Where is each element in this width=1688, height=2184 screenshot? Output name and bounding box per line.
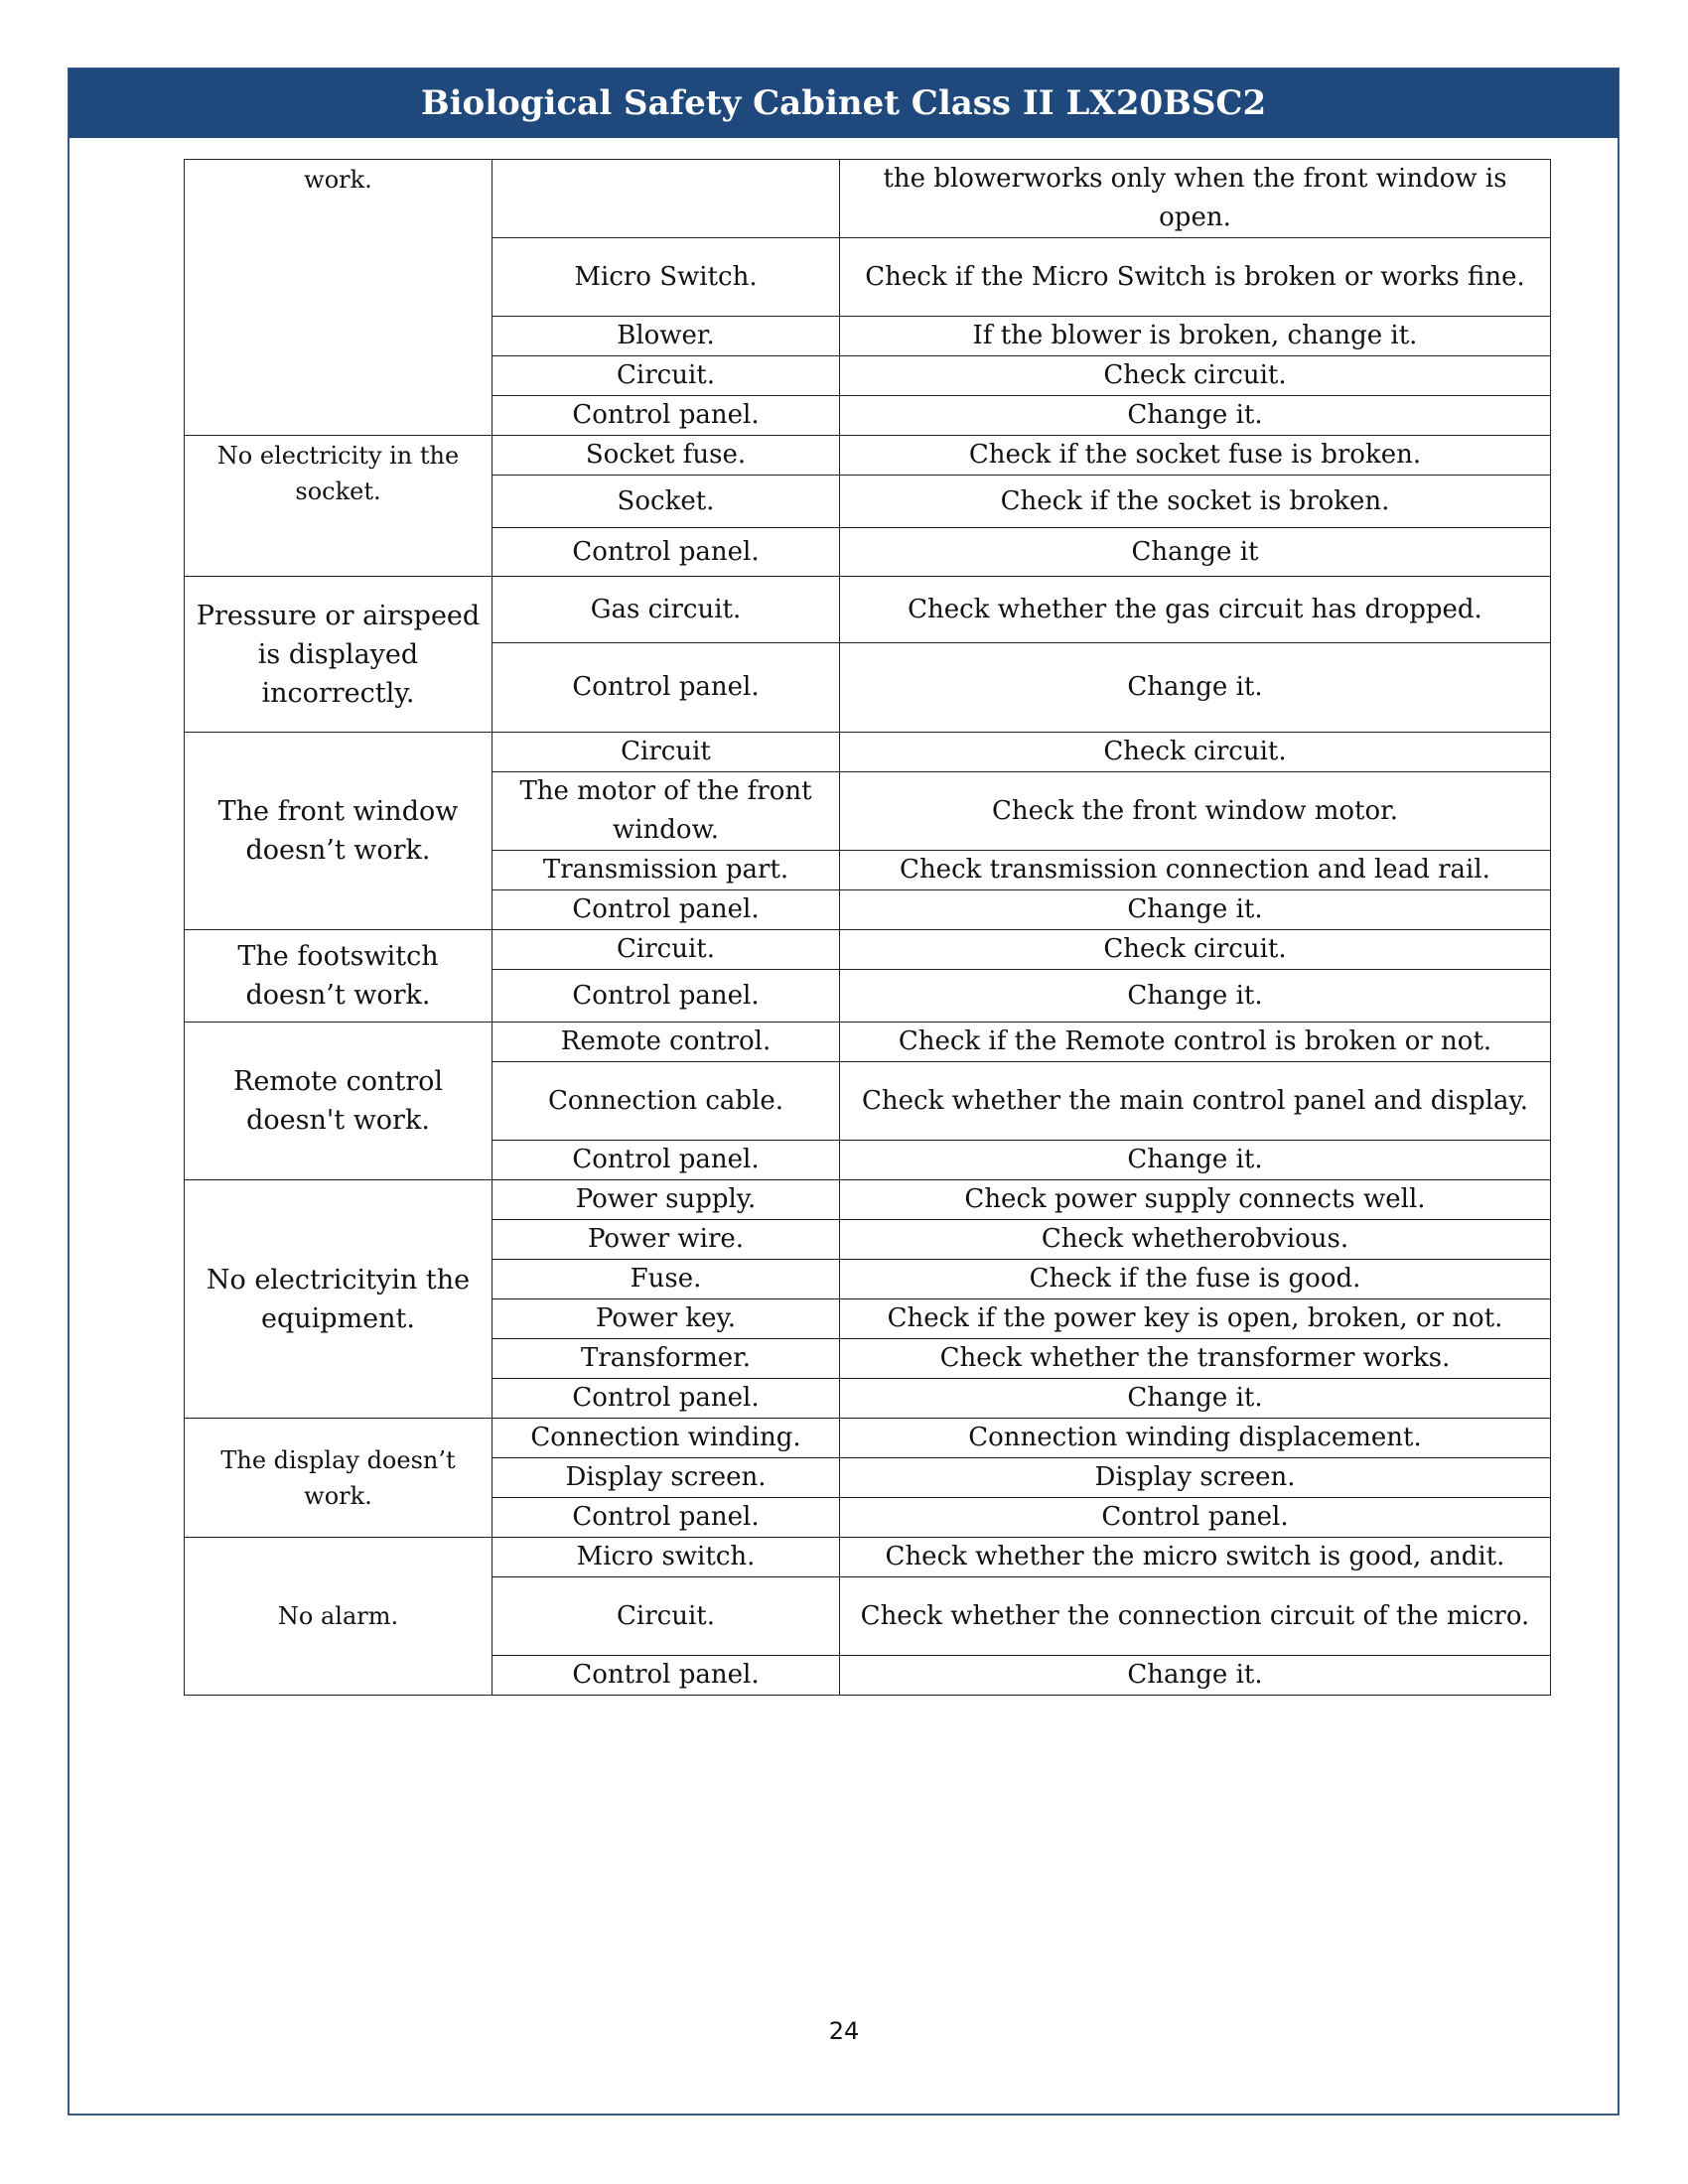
solution-cell: Check circuit. — [840, 930, 1551, 970]
solution-cell: Change it. — [840, 970, 1551, 1023]
solution-cell: Control panel. — [840, 1498, 1551, 1538]
table-row — [185, 160, 1551, 238]
cause-cell: Connection winding. — [492, 1419, 840, 1458]
solution-cell: Change it. — [840, 1656, 1551, 1696]
cause-cell: Control panel. — [492, 970, 840, 1023]
cause-cell: Socket. — [492, 476, 840, 528]
solution-cell: Check if the socket fuse is broken. — [840, 436, 1551, 476]
page-number: 24 — [828, 2017, 860, 2045]
table-row — [185, 733, 1551, 772]
problem-cell: work. — [185, 160, 492, 436]
solution-cell: Check power supply connects well. — [840, 1180, 1551, 1220]
solution-cell: Check if the Remote control is broken or not. — [840, 1023, 1551, 1062]
solution-cell: Display screen. — [840, 1458, 1551, 1498]
cause-cell: Gas circuit. — [492, 577, 840, 643]
table-row — [185, 577, 1551, 643]
solution-cell: Check whether the main control panel and display. — [840, 1062, 1551, 1141]
cause-cell: Control panel. — [492, 396, 840, 436]
solution-cell: Change it — [840, 528, 1551, 577]
solution-cell: Check whetherobvious. — [840, 1220, 1551, 1260]
solution-cell: Check if the Micro Switch is broken or works fine. — [840, 238, 1551, 317]
document-title: Biological Safety Cabinet Class II LX20BSC2 — [420, 83, 1267, 123]
cause-cell: Power supply. — [492, 1180, 840, 1220]
cause-cell: Fuse. — [492, 1260, 840, 1299]
problem-cell: The display doesn’t work. — [185, 1419, 492, 1538]
solution-cell: Check whether the connection circuit of the micro. — [840, 1577, 1551, 1656]
solution-cell: Change it. — [840, 1379, 1551, 1419]
table-row — [185, 1538, 1551, 1577]
cause-cell: Transformer. — [492, 1339, 840, 1379]
cause-cell: Circuit — [492, 733, 840, 772]
solution-cell: Connection winding displacement. — [840, 1419, 1551, 1458]
table-row — [185, 1180, 1551, 1220]
cause-cell: Circuit. — [492, 356, 840, 396]
cause-cell: The motor of the front window. — [492, 772, 840, 851]
cause-cell: Micro Switch. — [492, 238, 840, 317]
solution-cell: Check whether the gas circuit has dropped. — [840, 577, 1551, 643]
problem-cell: Remote control doesn't work. — [185, 1023, 492, 1180]
solution-cell: Change it. — [840, 396, 1551, 436]
solution-cell: Change it. — [840, 1141, 1551, 1180]
cause-cell: Power key. — [492, 1299, 840, 1339]
cause-cell: Control panel. — [492, 1656, 840, 1696]
solution-cell: Check transmission connection and lead rail. — [840, 851, 1551, 890]
cause-cell: Circuit. — [492, 930, 840, 970]
cause-cell: Control panel. — [492, 1379, 840, 1419]
solution-cell: Check circuit. — [840, 733, 1551, 772]
cause-cell: Connection cable. — [492, 1062, 840, 1141]
troubleshooting-table — [184, 159, 1551, 1696]
cause-cell: Display screen. — [492, 1458, 840, 1498]
solution-cell: Check circuit. — [840, 356, 1551, 396]
cause-cell: Control panel. — [492, 643, 840, 733]
cause-cell: Blower. — [492, 317, 840, 356]
solution-cell: Check if the socket is broken. — [840, 476, 1551, 528]
problem-cell: The footswitch doesn’t work. — [185, 930, 492, 1023]
table-row — [185, 436, 1551, 476]
solution-cell: Change it. — [840, 890, 1551, 930]
solution-cell: Check whether the transformer works. — [840, 1339, 1551, 1379]
table-row — [185, 1023, 1551, 1062]
cause-cell: Control panel. — [492, 1141, 840, 1180]
cause-cell: Remote control. — [492, 1023, 840, 1062]
cause-cell — [492, 160, 840, 238]
problem-cell: No electricity in the socket. — [185, 436, 492, 577]
cause-cell: Circuit. — [492, 1577, 840, 1656]
solution-cell: Check if the power key is open, broken, or not. — [840, 1299, 1551, 1339]
problem-cell: No alarm. — [185, 1538, 492, 1696]
solution-cell: Check the front window motor. — [840, 772, 1551, 851]
cause-cell: Socket fuse. — [492, 436, 840, 476]
cause-cell: Transmission part. — [492, 851, 840, 890]
cause-cell: Micro switch. — [492, 1538, 840, 1577]
cause-cell: Control panel. — [492, 1498, 840, 1538]
table-row — [185, 1419, 1551, 1458]
cause-cell: Power wire. — [492, 1220, 840, 1260]
solution-cell: If the blower is broken, change it. — [840, 317, 1551, 356]
problem-cell: Pressure or airspeed is displayed incorrectly. — [185, 577, 492, 733]
solution-cell: Check whether the micro switch is good, andit. — [840, 1538, 1551, 1577]
problem-cell: No electricityin the equipment. — [185, 1180, 492, 1419]
solution-cell: Check if the fuse is good. — [840, 1260, 1551, 1299]
cause-cell: Control panel. — [492, 890, 840, 930]
solution-cell: Change it. — [840, 643, 1551, 733]
problem-cell: The front window doesn’t work. — [185, 733, 492, 930]
solution-cell: the blowerworks only when the front window is open. — [840, 160, 1551, 238]
table-row — [185, 930, 1551, 970]
cause-cell: Control panel. — [492, 528, 840, 577]
header-bar — [69, 68, 1618, 138]
